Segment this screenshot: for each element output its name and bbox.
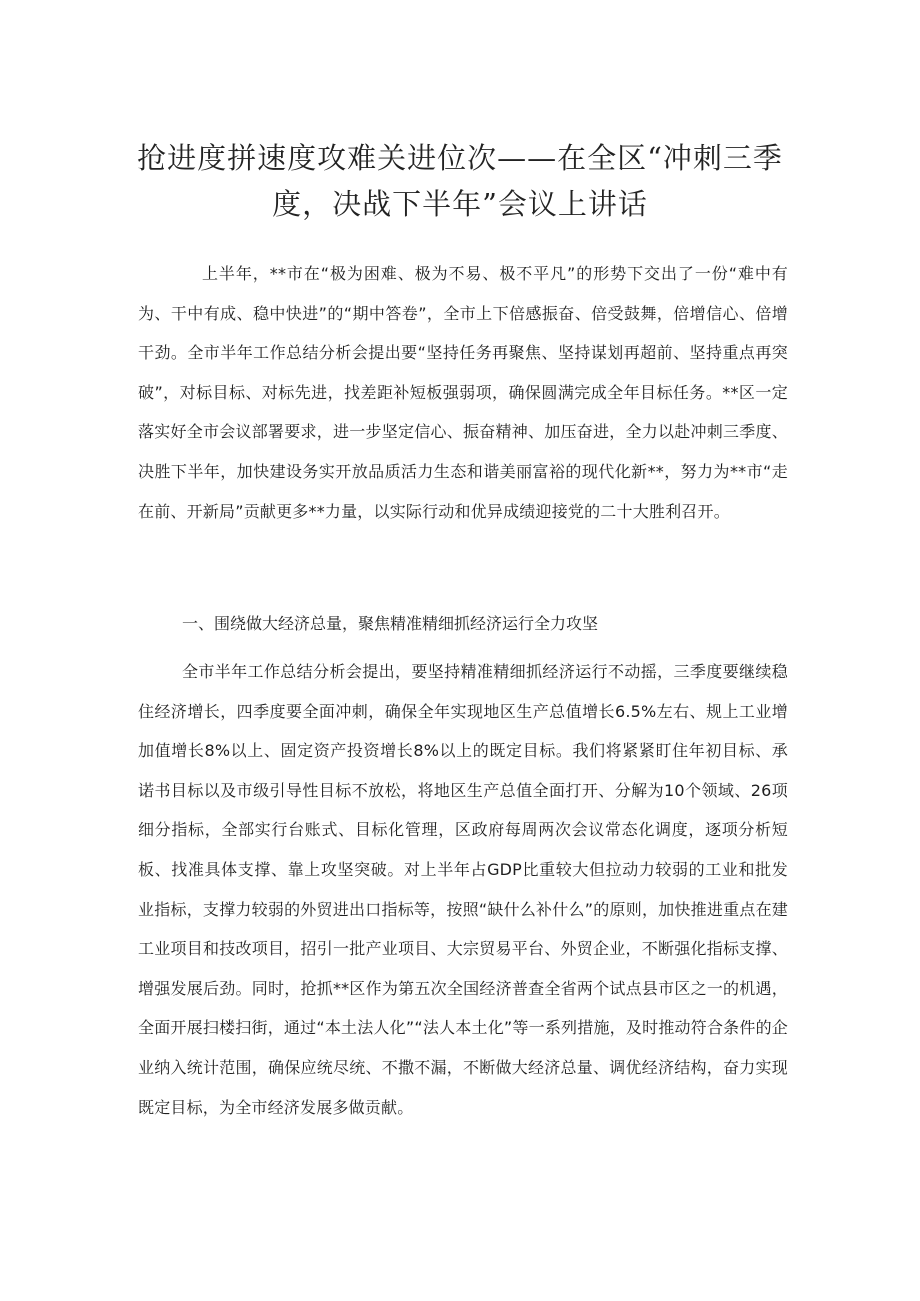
intro-paragraph: 上半年，**市在“极为困难、极为不易、极不平凡”的形势下交出了一份“难中有为、干中有成、稳中快进”的“期中答卷”，全市上下倍感振奋、倍受鼓舞，倍增信心、倍增干劲。全市半年工作总结分析会提出要“坚持任务再聚焦、坚持谋划再超前、坚持重点再突破”，对标目标、对标先进，找差距补短板强弱项，确保圆满完成全年目标任务。**区一定落实好全市会议部署要求，进一步坚定信心、振奋精神、加压奋进，全力以赴冲刺三季度、决胜下半年，加快建设务实开放品质活力生态和谐美丽富裕的现代化新**，努力为**市“走在前、开新局”贡献更多**力量，以实际行动和优异成绩迎接党的二十大胜利召开。 [138,264,788,521]
document-title-line-2: 度，决战下半年”会议上讲话 [272,187,648,221]
section-1-paragraph: 全市半年工作总结分析会提出，要坚持精准精细抓经济运行不动摇，三季度要继续稳住经济增长，四季度要全面冲刺，确保全年实现地区生产总值增长6.5%左右、规上工业增加值增长8%以上、固定资产投资增长8%以上的既定目标。我们将紧紧盯住年初目标、承诺书目标以及市级引导性目标不放松，将地区生产总值全面打开、分解为10个领域、26项细分指标，全部实行台账式、目标化管理，区政府每周两次会议常态化调度，逐项分析短板、找准具体支撑、靠上攻坚突破。对上半年占GDP比重较大但拉动力较弱的工业和批发业指标，支撑力较弱的外贸进出口指标等，按照“缺什么补什么”的原则，加快推进重点在建工业项目和技改项目，招引一批产业项目、大宗贸易平台、外贸企业，不断强化指标支撑、增强发展后劲。同时，抢抓**区作为第五次全国经济普查全省两个试点县市区之一的机遇，全面开展扫楼扫街，通过“本土法人化”“法人本土化”等一系列措施，及时推动符合条件的企业纳入统计范围，确保应统尽统、不撒不漏，不断做大经济总量、调优经济结构，奋力实现既定目标，为全市经济发展多做贡献。 [138,662,788,1117]
document-title-line-1: 抢进度拼速度攻难关进位次——在全区“冲刺三季 [137,141,783,175]
section-1-heading: 一、围绕做大经济总量，聚焦精准精细抓经济运行全力攻坚 [182,614,599,633]
